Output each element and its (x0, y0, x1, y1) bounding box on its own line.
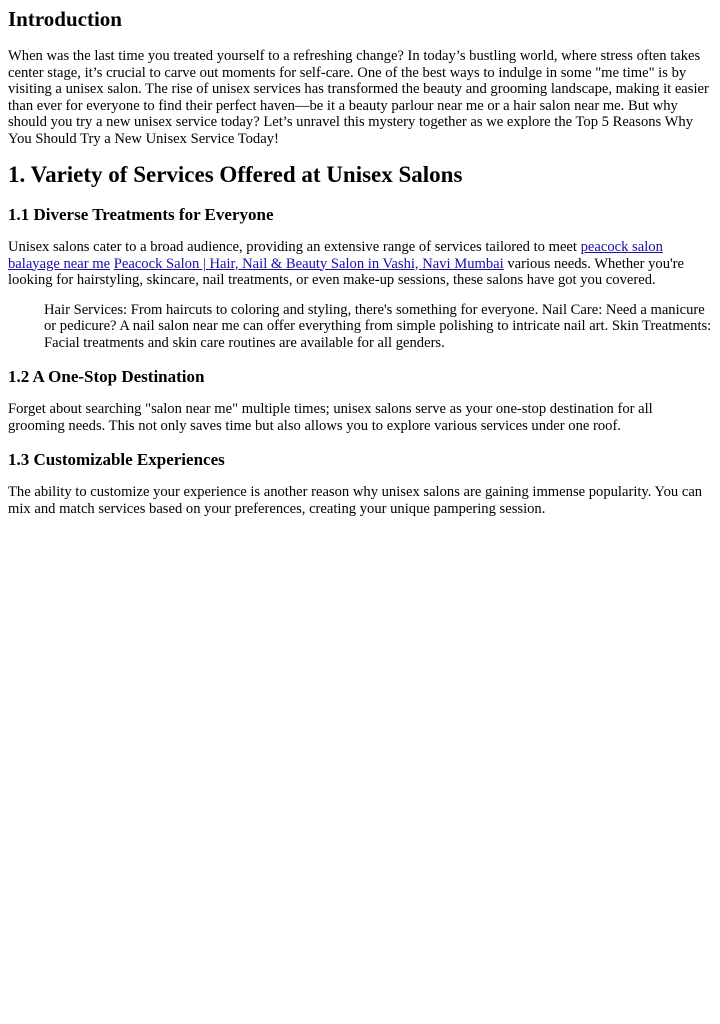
section-1-heading: 1. Variety of Services Offered at Unisex Salons (8, 162, 463, 187)
section-1-3-paragraph: The ability to customize your experience is another reason why unisex salons are gaining immense popularity. You can mix and match services based on your preferences, creating your unique pampering session. (8, 484, 703, 517)
intro-heading: Introduction (8, 7, 122, 31)
section-1-1-text-before: Unisex salons cater to a broad audience, providing an extensive range of services tailored to meet (8, 239, 581, 255)
peacock-salon-vashi-link[interactable]: Peacock Salon | Hair, Nail & Beauty Salon in Vashi, Navi Mumbai (113, 255, 504, 272)
article (0, 7, 720, 517)
section-1-1-text-after: various needs. Whether you're looking for hairstyling, skincare, nail treatments, or even make-up sessions, these salons have got you covered. (8, 255, 684, 288)
section-1-1-heading: 1.1 Diverse Treatments for Everyone (8, 205, 274, 224)
section-1-1-paragraph (8, 239, 712, 289)
services-blockquote: Hair Services: From haircuts to coloring and styling, there's something for everyone. Nail Care: Need a manicure or pedicure? A nail salon near me can offer everything from simple polishing to intricate nail art. Skin Treatments: Facial treatments and skin care routines are available for all genders. (44, 301, 712, 351)
intro-paragraph: When was the last time you treated yourself to a refreshing change? In today’s bustling world, where stress often takes center stage, it’s crucial to carve out moments for self-care. One of the best ways to indulge in some "me time" is by visiting a unisex salon. The rise of unisex services has transformed the beauty and grooming landscape, making it easier than ever for everyone to find their perfect haven—be it a beauty parlour near me or a hair salon near me. But why should you try a new unisex service today? Let’s unravel this mystery together as we explore the Top 5 Reasons Why You Should Try a New Unisex Service Today! (8, 48, 709, 147)
section-1-2-paragraph: Forget about searching "salon near me" multiple times; unisex salons serve as your one-stop destination for all grooming needs. This not only saves time but also allows you to explore various services under one roof. (8, 401, 653, 434)
section-1-2-heading: 1.2 A One-Stop Destination (8, 367, 205, 386)
section-1-3-heading: 1.3 Customizable Experiences (8, 450, 225, 469)
peacock-salon-balayage-link[interactable]: peacock salon balayage near me (8, 239, 663, 272)
